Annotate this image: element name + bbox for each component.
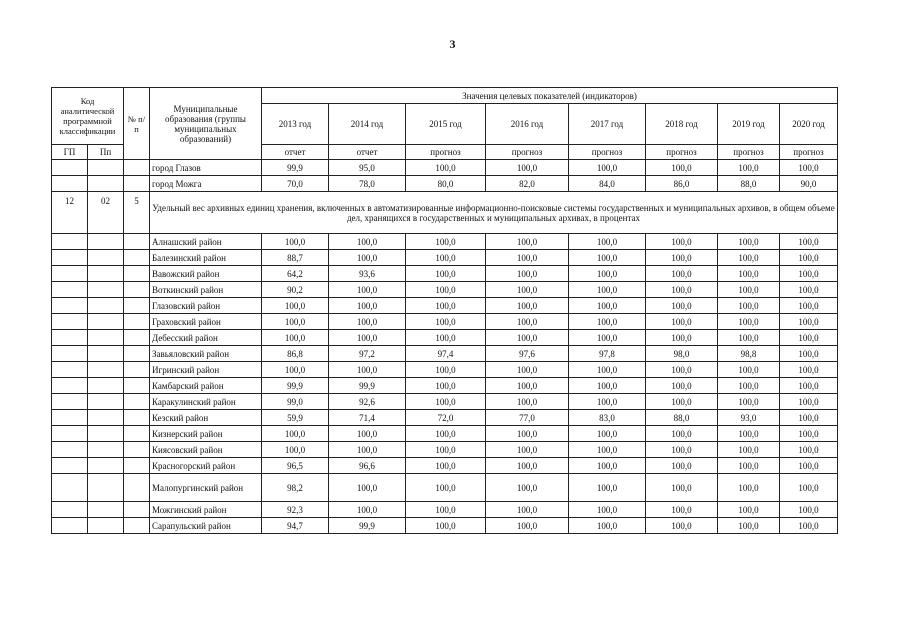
empty-cell [52, 394, 88, 410]
indicator-value: 100,0 [569, 266, 646, 282]
indicator-value: 100,0 [646, 442, 718, 458]
empty-cell [124, 346, 150, 362]
indicator-value: 90,0 [780, 176, 838, 192]
table-row [52, 314, 838, 330]
year-header: 2013 год [262, 104, 329, 145]
empty-cell [52, 250, 88, 266]
indicator-value: 100,0 [646, 474, 718, 502]
page-number: 3 [449, 37, 456, 51]
table-row [52, 330, 838, 346]
table-row [52, 378, 838, 394]
table-row [52, 410, 838, 426]
municipality-name: Малопургинский район [150, 474, 262, 502]
indicator-value: 100,0 [329, 234, 406, 250]
indicator-value: 100,0 [569, 298, 646, 314]
empty-cell [88, 160, 124, 176]
table-row [52, 282, 838, 298]
indicator-value: 100,0 [646, 282, 718, 298]
indicator-value: 100,0 [406, 394, 486, 410]
indicator-value: 100,0 [569, 330, 646, 346]
year-header: 2016 год [486, 104, 569, 145]
table-row [52, 502, 838, 518]
indicator-value: 100,0 [329, 314, 406, 330]
indicator-value: 100,0 [569, 314, 646, 330]
indicator-value: 92,3 [262, 502, 329, 518]
indicator-value: 100,0 [718, 458, 780, 474]
indicator-value: 93,6 [329, 266, 406, 282]
municipality-name: Дебесский район [150, 330, 262, 346]
empty-cell [52, 378, 88, 394]
values-title: Значения целевых показателей (индикаторов) [262, 88, 838, 104]
indicator-value: 100,0 [780, 314, 838, 330]
empty-cell [88, 362, 124, 378]
indicator-value: 98,2 [262, 474, 329, 502]
indicator-value: 100,0 [646, 378, 718, 394]
indicator-value: 78,0 [329, 176, 406, 192]
empty-cell [52, 410, 88, 426]
indicator-value: 100,0 [718, 234, 780, 250]
indicator-value: 100,0 [406, 160, 486, 176]
empty-cell [124, 266, 150, 282]
municipality-name: город Можга [150, 176, 262, 192]
municipality-name: Балезинский район [150, 250, 262, 266]
indicator-value: 100,0 [718, 250, 780, 266]
indicator-value: 100,0 [262, 234, 329, 250]
indicator-value: 100,0 [406, 330, 486, 346]
empty-cell [124, 362, 150, 378]
empty-cell [88, 502, 124, 518]
indicator-value: 100,0 [780, 378, 838, 394]
indicator-value: 100,0 [780, 458, 838, 474]
empty-cell [124, 458, 150, 474]
empty-cell [88, 298, 124, 314]
municipality-name: Кезский район [150, 410, 262, 426]
table-row [52, 474, 838, 502]
indicator-value: 100,0 [329, 250, 406, 266]
section-number: 5 [124, 192, 150, 234]
indicator-value: 100,0 [486, 518, 569, 534]
empty-cell [88, 314, 124, 330]
pp-header: Пп [88, 145, 124, 160]
indicator-value: 100,0 [569, 458, 646, 474]
year-header: 2014 год [329, 104, 406, 145]
empty-cell [52, 502, 88, 518]
table-row [52, 442, 838, 458]
indicator-value: 100,0 [718, 378, 780, 394]
indicator-value: 100,0 [486, 442, 569, 458]
indicator-value: 100,0 [569, 282, 646, 298]
empty-cell [124, 426, 150, 442]
empty-cell [52, 346, 88, 362]
indicator-value: 100,0 [329, 298, 406, 314]
empty-cell [88, 426, 124, 442]
empty-cell [88, 282, 124, 298]
indicator-value: 100,0 [646, 250, 718, 266]
indicator-value: 100,0 [329, 502, 406, 518]
indicator-value: 100,0 [646, 234, 718, 250]
indicator-value: 100,0 [780, 442, 838, 458]
indicator-value: 100,0 [262, 426, 329, 442]
indicator-value: 100,0 [569, 394, 646, 410]
indicator-value: 100,0 [569, 378, 646, 394]
indicator-value: 100,0 [780, 234, 838, 250]
indicator-value: 86,8 [262, 346, 329, 362]
indicator-value: 100,0 [406, 474, 486, 502]
indicator-value: 100,0 [646, 394, 718, 410]
empty-cell [88, 176, 124, 192]
indicator-value: 93,0 [718, 410, 780, 426]
indicator-value: 100,0 [569, 474, 646, 502]
indicator-value: 100,0 [406, 426, 486, 442]
table-row [52, 298, 838, 314]
table-row [52, 176, 838, 192]
indicator-value: 100,0 [486, 394, 569, 410]
indicator-value: 100,0 [646, 266, 718, 282]
empty-cell [124, 410, 150, 426]
empty-cell [88, 234, 124, 250]
indicator-value: 100,0 [486, 362, 569, 378]
empty-cell [52, 426, 88, 442]
empty-cell [88, 442, 124, 458]
indicator-value: 100,0 [406, 458, 486, 474]
indicator-value: 100,0 [262, 314, 329, 330]
empty-cell [124, 250, 150, 266]
empty-cell [124, 282, 150, 298]
empty-cell [124, 234, 150, 250]
empty-cell [124, 298, 150, 314]
empty-cell [124, 314, 150, 330]
indicator-value: 100,0 [718, 298, 780, 314]
indicator-value: 100,0 [780, 298, 838, 314]
indicator-value: 97,8 [569, 346, 646, 362]
indicator-value: 100,0 [780, 266, 838, 282]
indicator-value: 100,0 [262, 298, 329, 314]
indicator-value: 100,0 [646, 458, 718, 474]
indicator-value: 96,6 [329, 458, 406, 474]
indicator-value: 72,0 [406, 410, 486, 426]
empty-cell [52, 234, 88, 250]
indicator-value: 100,0 [486, 426, 569, 442]
empty-cell [52, 160, 88, 176]
municipality-header: Муниципальные образования (группы муниципальных образований) [150, 88, 262, 160]
classification-header: Код аналитической программной классификации [52, 88, 124, 145]
indicator-value: 100,0 [329, 442, 406, 458]
indicator-value: 70,0 [262, 176, 329, 192]
indicator-value: 100,0 [718, 474, 780, 502]
indicator-value: 100,0 [486, 160, 569, 176]
indicator-value: 100,0 [780, 518, 838, 534]
indicator-value: 97,6 [486, 346, 569, 362]
municipality-name: Вавожский район [150, 266, 262, 282]
empty-cell [88, 394, 124, 410]
empty-cell [124, 330, 150, 346]
indicator-value: 100,0 [406, 518, 486, 534]
empty-cell [124, 176, 150, 192]
indicator-value: 100,0 [486, 266, 569, 282]
indicator-value: 100,0 [646, 518, 718, 534]
indicator-value: 100,0 [646, 330, 718, 346]
empty-cell [124, 474, 150, 502]
table-row [52, 426, 838, 442]
year-header: 2015 год [406, 104, 486, 145]
table-row [52, 234, 838, 250]
municipality-name: Красногорский район [150, 458, 262, 474]
indicator-value: 100,0 [569, 234, 646, 250]
indicator-value: 100,0 [780, 346, 838, 362]
section-gp: 12 [52, 192, 88, 234]
municipality-name: Киясовский район [150, 442, 262, 458]
indicator-value: 100,0 [486, 250, 569, 266]
section-pp: 02 [88, 192, 124, 234]
indicator-value: 100,0 [329, 282, 406, 298]
empty-cell [88, 378, 124, 394]
indicator-value: 100,0 [718, 314, 780, 330]
indicator-value: 100,0 [406, 234, 486, 250]
indicator-value: 100,0 [718, 394, 780, 410]
indicator-value: 99,9 [262, 160, 329, 176]
gp-header: ГП [52, 145, 88, 160]
empty-cell [88, 250, 124, 266]
indicator-value: 100,0 [406, 250, 486, 266]
indicator-value: 100,0 [406, 362, 486, 378]
indicator-value: 97,4 [406, 346, 486, 362]
indicator-value: 100,0 [569, 160, 646, 176]
indicator-value: 99,9 [329, 378, 406, 394]
empty-cell [124, 160, 150, 176]
empty-cell [124, 502, 150, 518]
indicator-value: 97,2 [329, 346, 406, 362]
municipality-name: Камбарский район [150, 378, 262, 394]
indicator-value: 100,0 [406, 266, 486, 282]
indicator-value: 100,0 [780, 282, 838, 298]
indicator-value: 100,0 [569, 362, 646, 378]
indicator-value: 100,0 [780, 474, 838, 502]
indicator-value: 77,0 [486, 410, 569, 426]
indicator-value: 100,0 [569, 442, 646, 458]
table-row [52, 346, 838, 362]
report-type-header: прогноз [569, 145, 646, 160]
indicator-value: 64,2 [262, 266, 329, 282]
indicator-value: 100,0 [569, 502, 646, 518]
table-row [52, 160, 838, 176]
municipality-name: Сарапульский район [150, 518, 262, 534]
report-type-header: прогноз [646, 145, 718, 160]
table-row [52, 250, 838, 266]
empty-cell [124, 378, 150, 394]
indicator-value: 98,8 [718, 346, 780, 362]
indicator-value: 88,0 [718, 176, 780, 192]
indicator-value: 100,0 [406, 314, 486, 330]
empty-cell [52, 518, 88, 534]
indicator-value: 100,0 [486, 458, 569, 474]
year-header: 2020 год [780, 104, 838, 145]
indicator-value: 92,6 [329, 394, 406, 410]
indicator-value: 100,0 [486, 330, 569, 346]
indicator-value: 100,0 [486, 378, 569, 394]
indicator-value: 99,9 [329, 518, 406, 534]
indicator-value: 100,0 [646, 502, 718, 518]
indicator-value: 100,0 [486, 502, 569, 518]
report-type-header: прогноз [780, 145, 838, 160]
municipality-name: Можгинский район [150, 502, 262, 518]
indicator-value: 100,0 [406, 502, 486, 518]
indicator-value: 82,0 [486, 176, 569, 192]
empty-cell [88, 410, 124, 426]
table-row [52, 362, 838, 378]
indicator-value: 100,0 [780, 426, 838, 442]
indicator-value: 100,0 [486, 282, 569, 298]
indicator-value: 100,0 [406, 298, 486, 314]
year-header: 2018 год [646, 104, 718, 145]
indicator-value: 100,0 [262, 362, 329, 378]
indicator-value: 100,0 [646, 298, 718, 314]
indicator-value: 98,0 [646, 346, 718, 362]
empty-cell [52, 298, 88, 314]
report-type-header: отчет [262, 145, 329, 160]
indicator-value: 100,0 [718, 442, 780, 458]
indicator-value: 100,0 [406, 282, 486, 298]
empty-cell [124, 518, 150, 534]
indicator-value: 83,0 [569, 410, 646, 426]
indicator-value: 100,0 [486, 474, 569, 502]
empty-cell [88, 266, 124, 282]
municipality-name: Игринский район [150, 362, 262, 378]
section-description: Удельный вес архивных единиц хранения, включенных в автоматизированные информационно-поисковые системы государственных и муниципальных архивов, в общем объеме дел, хранящихся в государственных и муниципальных архивах, в процентах [150, 192, 838, 234]
indicator-value: 84,0 [569, 176, 646, 192]
indicator-value: 100,0 [718, 518, 780, 534]
empty-cell [124, 442, 150, 458]
indicator-value: 100,0 [718, 502, 780, 518]
indicator-value: 99,9 [262, 378, 329, 394]
indicator-value: 90,2 [262, 282, 329, 298]
indicator-value: 100,0 [406, 442, 486, 458]
indicator-value: 100,0 [486, 234, 569, 250]
report-type-header: прогноз [718, 145, 780, 160]
indicator-value: 99,0 [262, 394, 329, 410]
municipality-name: Граховский район [150, 314, 262, 330]
table-row [52, 266, 838, 282]
empty-cell [52, 176, 88, 192]
empty-cell [88, 474, 124, 502]
indicator-value: 80,0 [406, 176, 486, 192]
indicator-value: 100,0 [646, 426, 718, 442]
empty-cell [52, 266, 88, 282]
indicator-value: 100,0 [646, 314, 718, 330]
empty-cell [52, 458, 88, 474]
indicator-value: 100,0 [646, 160, 718, 176]
report-type-header: прогноз [406, 145, 486, 160]
report-type-header: отчет [329, 145, 406, 160]
year-header: 2019 год [718, 104, 780, 145]
indicator-value: 100,0 [486, 314, 569, 330]
indicator-value: 100,0 [718, 426, 780, 442]
indicator-value: 100,0 [569, 518, 646, 534]
municipality-name: город Глазов [150, 160, 262, 176]
empty-cell [52, 442, 88, 458]
indicator-value: 86,0 [646, 176, 718, 192]
section-row [52, 192, 838, 234]
empty-cell [52, 474, 88, 502]
indicator-value: 88,0 [646, 410, 718, 426]
indicator-value: 100,0 [780, 160, 838, 176]
municipality-name: Кизнерский район [150, 426, 262, 442]
year-header: 2017 год [569, 104, 646, 145]
indicator-value: 100,0 [718, 160, 780, 176]
indicator-value: 100,0 [780, 502, 838, 518]
indicator-value: 100,0 [406, 378, 486, 394]
municipality-name: Глазовский район [150, 298, 262, 314]
municipality-name: Алнашский район [150, 234, 262, 250]
empty-cell [88, 330, 124, 346]
indicator-value: 100,0 [780, 250, 838, 266]
empty-cell [124, 394, 150, 410]
empty-cell [88, 518, 124, 534]
indicator-value: 100,0 [329, 362, 406, 378]
table-row [52, 518, 838, 534]
indicator-value: 100,0 [780, 410, 838, 426]
indicator-value: 100,0 [718, 266, 780, 282]
empty-cell [88, 458, 124, 474]
indicator-value: 100,0 [780, 330, 838, 346]
empty-cell [52, 330, 88, 346]
report-type-header: прогноз [486, 145, 569, 160]
empty-cell [52, 362, 88, 378]
indicator-value: 100,0 [329, 426, 406, 442]
indicator-value: 100,0 [780, 362, 838, 378]
indicator-value: 100,0 [486, 298, 569, 314]
number-header: № п/п [124, 88, 150, 160]
empty-cell [88, 346, 124, 362]
indicator-value: 100,0 [569, 426, 646, 442]
indicator-value: 100,0 [262, 442, 329, 458]
indicator-value: 88,7 [262, 250, 329, 266]
indicator-value: 100,0 [329, 474, 406, 502]
indicator-value: 95,0 [329, 160, 406, 176]
indicator-value: 100,0 [718, 362, 780, 378]
municipality-name: Каракулинский район [150, 394, 262, 410]
indicator-value: 100,0 [718, 282, 780, 298]
indicator-value: 100,0 [646, 362, 718, 378]
indicator-value: 100,0 [718, 330, 780, 346]
indicator-value: 59,9 [262, 410, 329, 426]
indicator-value: 100,0 [569, 250, 646, 266]
municipality-name: Воткинский район [150, 282, 262, 298]
indicator-value: 100,0 [780, 394, 838, 410]
indicator-value: 96,5 [262, 458, 329, 474]
empty-cell [52, 282, 88, 298]
table-row [52, 458, 838, 474]
indicator-value: 100,0 [329, 330, 406, 346]
table-row [52, 394, 838, 410]
indicator-value: 100,0 [262, 330, 329, 346]
empty-cell [52, 314, 88, 330]
indicator-value: 94,7 [262, 518, 329, 534]
municipality-name: Завьяловский район [150, 346, 262, 362]
indicators-table [51, 87, 838, 534]
indicator-value: 71,4 [329, 410, 406, 426]
